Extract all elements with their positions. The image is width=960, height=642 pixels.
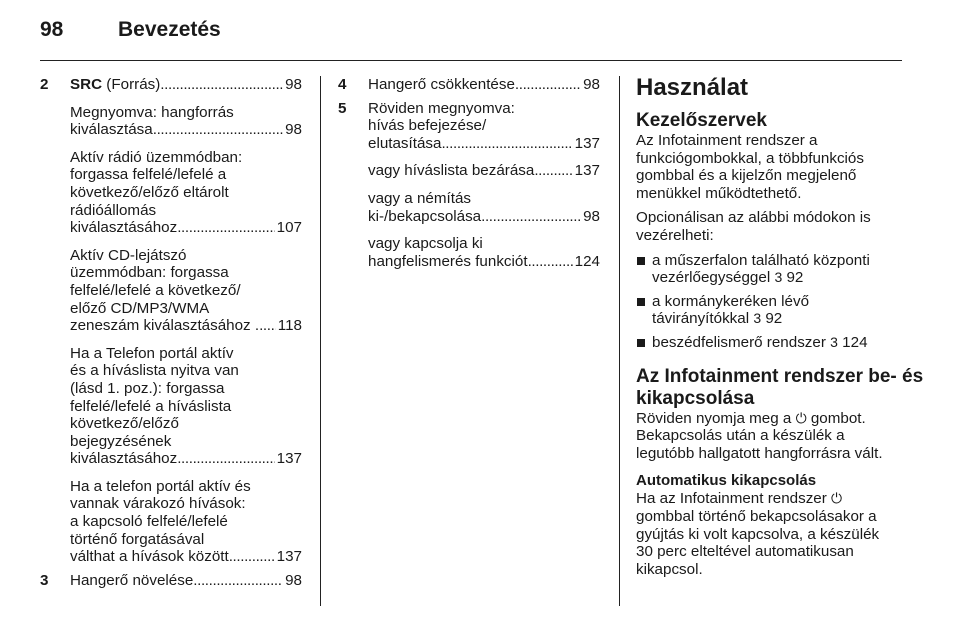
page-ref[interactable]: 137 [276,450,302,468]
entry-paragraph [368,76,600,94]
section-heading: Használat [636,74,749,101]
leader-line: kiválasztásához . . . 107 [70,219,302,237]
page-ref[interactable]: 137 [574,134,600,152]
bullet-square-icon [637,339,645,347]
leader-line: Hangerő növelése . . . 98 [70,572,302,590]
toc-entry [338,100,600,271]
page-number: 98 [40,18,64,41]
leader-line: ki-/bekapcsolása . . . 98 [368,208,600,226]
header-rule [40,60,902,61]
column-divider-1 [320,76,321,606]
control-name: SRC [70,76,103,93]
page-ref[interactable]: 98 [285,121,302,139]
page-ref[interactable]: 98 [285,571,302,589]
dot-leader [177,219,274,237]
leader-line: elutasítása . . . 137 [368,135,600,153]
dot-leader [259,317,276,335]
entry-paragraph: Ha a Telefon portál aktív és a híváslista nyitva van (lásd 1. poz.): forgassa felfelé/lefelé a híváslista következő/előző bejegyzésének kiválasztásához . . . 137 [70,345,302,468]
entry-paragraph: Aktív rádió üzemmódban: forgassa felfelé/lefelé a következő/előző eltárolt rádióállomás kiválasztásához . . . 107 [70,149,302,237]
callout-number: 4 [338,76,347,93]
leader-line: kiválasztása . . . 98 [70,121,302,139]
callout-number: 2 [40,76,49,93]
callout-number: 3 [40,571,49,589]
subheading-auto-off: Automatikus kikapcsolás [636,472,817,490]
entry-paragraph: vagy kapcsolja ki hangfelismerés funkciót . . . 124 [368,235,600,270]
page-ref-arrow-icon: 3 [830,333,838,350]
page-ref[interactable]: 137 [276,548,302,566]
page-ref[interactable]: 92 [765,310,783,328]
entry-paragraph [70,76,302,94]
column-middle [338,76,600,276]
page-ref-arrow-icon: 3 [774,269,783,286]
dot-leader [177,450,274,468]
page-ref-arrow-icon: 3 [753,310,762,327]
paragraph-auto-off: Ha az Infotainment rendszer ⏻ gombbal történő bekapcsolásakor a gyújtás ki volt kapcsolva, a készülék 30 perc elteltével automatikusan kikapcsol. [636,490,880,578]
dot-leader [160,76,283,94]
paragraph-options: Opcionálisan az alábbi módokon is vezérelheti: [636,209,871,244]
leader-line: hangfelismerés funkciót . . . 124 [368,253,600,271]
paragraph-power: Röviden nyomja meg a ⏻ gombot. Bekapcsolás után a készülék a legutóbb hallgatott hangforrásra vált. [636,409,883,462]
dot-leader [528,253,573,271]
dot-leader [193,572,283,590]
paragraph-intro: Az Infotainment rendszer a funkciógombokkal, a többfunkciós gombbal és a kijelzőn megjelenő menükkel működtethető. [636,132,864,202]
bullet-item: beszédfelismerő rendszer 3 124 [636,334,906,352]
page-title: Bevezetés [118,18,221,41]
entry-paragraph: Megnyomva: hangforrás kiválasztása . . . 98 [70,104,302,139]
page-ref[interactable]: 118 [277,317,302,335]
dot-leader [441,135,572,153]
page-ref[interactable]: 124 [574,252,600,270]
bullet-item: a műszerfalon található központi vezérlőegységgel 3 92 [636,252,906,287]
entry-paragraph: Aktív CD-lejátszó üzemmódban: forgassa felfelé/lefelé a következő/ előző CD/MP3/WMA zeneszám kiválasztásához . . . . 118 [70,247,302,335]
column-left [40,76,302,595]
page-ref[interactable]: 98 [583,76,600,93]
page-ref[interactable]: 137 [574,162,600,180]
page-ref[interactable]: 98 [583,207,600,225]
leader-line: Hangerő csökkentése . . . 98 [368,76,600,94]
dot-leader [534,162,572,180]
bullet-square-icon [637,257,645,265]
dot-leader [153,121,283,139]
entry-paragraph: vagy a némítás ki-/bekapcsolása . . . 98 [368,190,600,225]
page-ref[interactable]: 107 [276,219,302,237]
bullet-item: a kormánykeréken lévő távirányítókkal 3 92 [636,293,906,328]
subheading-controls: Kezelőszervek [636,110,767,131]
page-ref[interactable]: 124 [842,333,868,351]
entry-paragraph: Ha a telefon portál aktív és vannak várakozó hívások: a kapcsoló felfelé/lefelé történő forgatásával válthat a hívások között . . . 137 [70,478,302,566]
toc-entry [338,76,600,94]
column-right [636,74,924,585]
callout-number: 5 [338,99,347,117]
toc-entry [40,572,302,590]
subheading-power: Az Infotainment rendszer be- és kikapcsolása [636,365,924,409]
entry-paragraph: Röviden megnyomva: hívás befejezése/ elutasítása . . . 137 [368,100,600,153]
leader-line: SRC (Forrás) . . . 98 [70,76,302,94]
power-icon: ⏻ [831,490,843,507]
dot-leader [481,208,581,226]
toc-entry [40,76,302,566]
entry-paragraph [70,572,302,590]
dot-leader [515,76,581,94]
page-ref[interactable]: 92 [786,269,804,287]
column-divider-2 [619,76,620,606]
leader-line: kiválasztásához . . . 137 [70,450,302,468]
dot-leader [229,548,275,566]
entry-paragraph [368,162,600,180]
page-ref[interactable]: 98 [285,76,302,93]
power-icon: ⏻ [795,409,807,426]
leader-line: zeneszám kiválasztásához . . . . 118 [70,317,302,335]
leader-line: válthat a hívások között . . . 137 [70,548,302,566]
leader-line: vagy híváslista bezárása . . . 137 [368,162,600,180]
bullet-square-icon [637,298,645,306]
